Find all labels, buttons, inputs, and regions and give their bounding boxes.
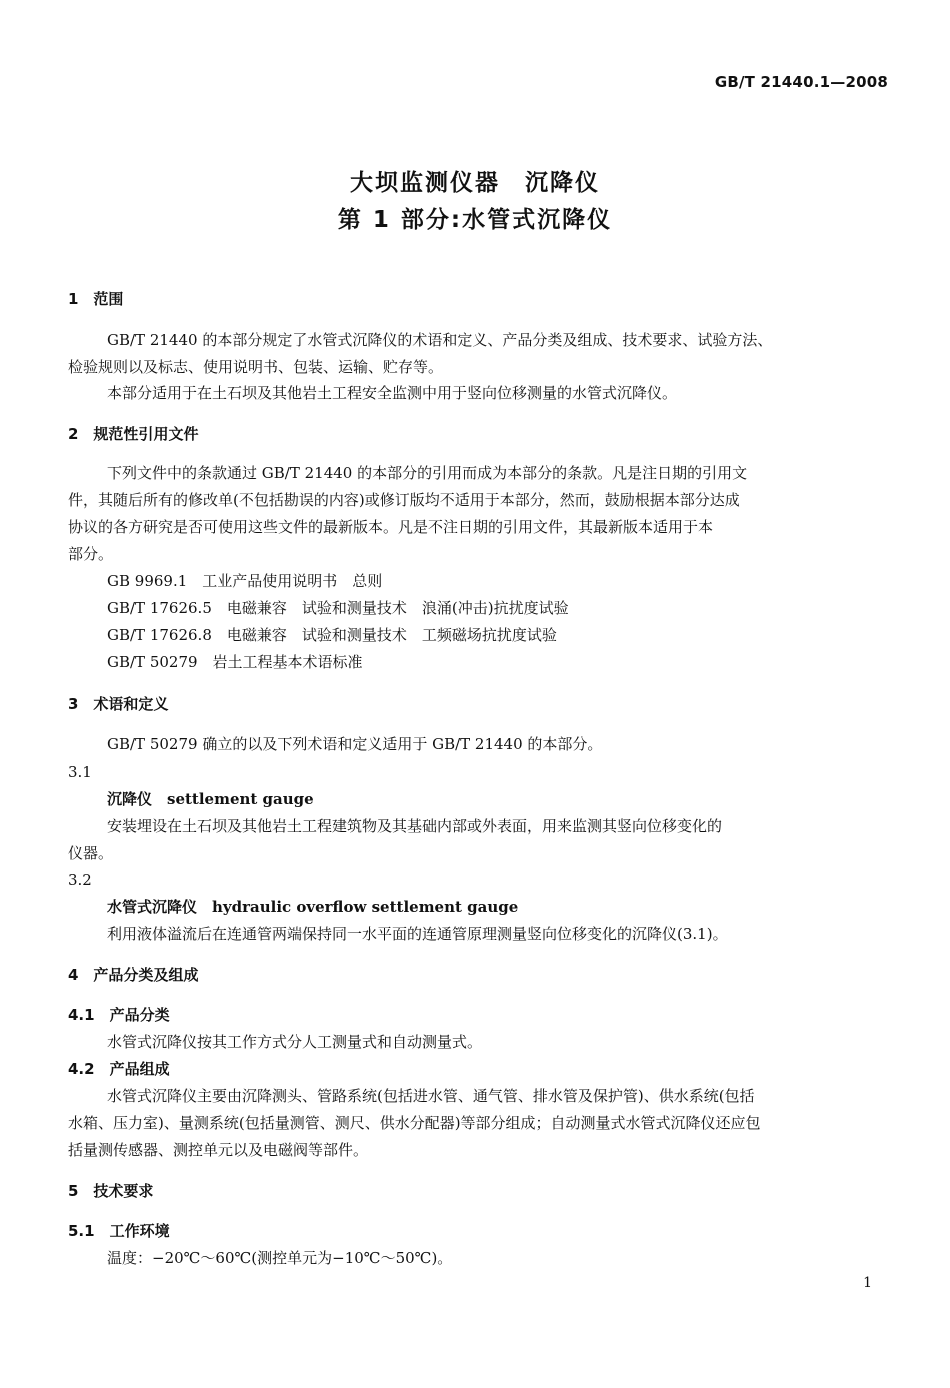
text-line: 温度：−20℃～60℃(测控单元为−10℃～50℃)。 — [107, 1249, 453, 1267]
text-line: GB/T 50279 确立的以及下列术语和定义适用于 GB/T 21440 的本部分。 — [107, 735, 603, 753]
text-line: 检验规则以及标志、使用说明书、包装、运输、贮存等。 — [68, 358, 444, 376]
text-line: 协议的各方研究是否可使用这些文件的最新版本。凡是不注日期的引用文件，其最新版本适用于本 — [68, 518, 714, 536]
section-heading: 4.1 产品分类 — [68, 1006, 170, 1024]
text-line: 水管式沉降仪 hydraulic overflow settlement gauge — [107, 898, 519, 916]
text-line: 括量测传感器、测控单元以及电磁阀等部件。 — [68, 1141, 369, 1159]
text-line: 利用液体溢流后在连通管两端保持同一水平面的连通管原理测量竖向位移变化的沉降仪(3.1)。 — [107, 925, 728, 943]
text-line: 部分。 — [68, 545, 114, 563]
section-heading: 1 范围 — [68, 290, 124, 308]
text-line: 水管式沉降仪按其工作方式分人工测量式和自动测量式。 — [107, 1033, 483, 1051]
document-title-line1: 大坝监测仪器 沉降仪 — [350, 170, 600, 196]
text-line: 沉降仪 settlement gauge — [107, 790, 314, 808]
text-line: 3.1 — [68, 763, 92, 781]
text-line: GB/T 21440 的本部分规定了水管式沉降仪的术语和定义、产品分类及组成、技术要求、试验方法、 — [107, 331, 773, 349]
section-heading: 4 产品分类及组成 — [68, 966, 199, 984]
section-heading: 5.1 工作环境 — [68, 1222, 170, 1240]
text-line: 水管式沉降仪主要由沉降测头、管路系统(包括进水管、通气管、排水管及保护管)、供水系统(包括 — [107, 1087, 755, 1105]
section-heading: 4.2 产品组成 — [68, 1060, 170, 1078]
text-line: GB/T 17626.8 电磁兼容 试验和测量技术 工频磁场抗扰度试验 — [107, 626, 557, 644]
text-line: 仪器。 — [68, 844, 114, 862]
text-line: 3.2 — [68, 871, 92, 889]
section-heading: 2 规范性引用文件 — [68, 425, 199, 443]
text-line: 本部分适用于在土石坝及其他岩土工程安全监测中用于竖向位移测量的水管式沉降仪。 — [107, 384, 678, 402]
text-line: GB/T 17626.5 电磁兼容 试验和测量技术 浪涌(冲击)抗扰度试验 — [107, 599, 569, 617]
section-heading: 5 技术要求 — [68, 1182, 154, 1200]
text-line: 下列文件中的条款通过 GB/T 21440 的本部分的引用而成为本部分的条款。凡是注日期的引用文 — [107, 464, 748, 482]
text-line: 安装埋设在土石坝及其他岩土工程建筑物及其基础内部或外表面，用来监测其竖向位移变化的 — [107, 817, 723, 835]
standard-code: GB/T 21440.1—2008 — [714, 73, 888, 91]
text-line: GB 9969.1 工业产品使用说明书 总则 — [107, 572, 383, 590]
text-line: 水箱、压力室)、量测系统(包括量测管、测尺、供水分配器)等部分组成；自动测量式水管式沉降仪还应包 — [68, 1114, 761, 1132]
section-heading: 3 术语和定义 — [68, 695, 169, 713]
text-line: GB/T 50279 岩土工程基本术语标准 — [107, 653, 363, 671]
page-number: 1 — [863, 1275, 872, 1291]
text-line: 件，其随后所有的修改单(不包括勘误的内容)或修订版均不适用于本部分，然而，鼓励根据本部分达成 — [68, 491, 740, 509]
document-title-line2: 第 1 部分:水管式沉降仪 — [337, 207, 613, 233]
